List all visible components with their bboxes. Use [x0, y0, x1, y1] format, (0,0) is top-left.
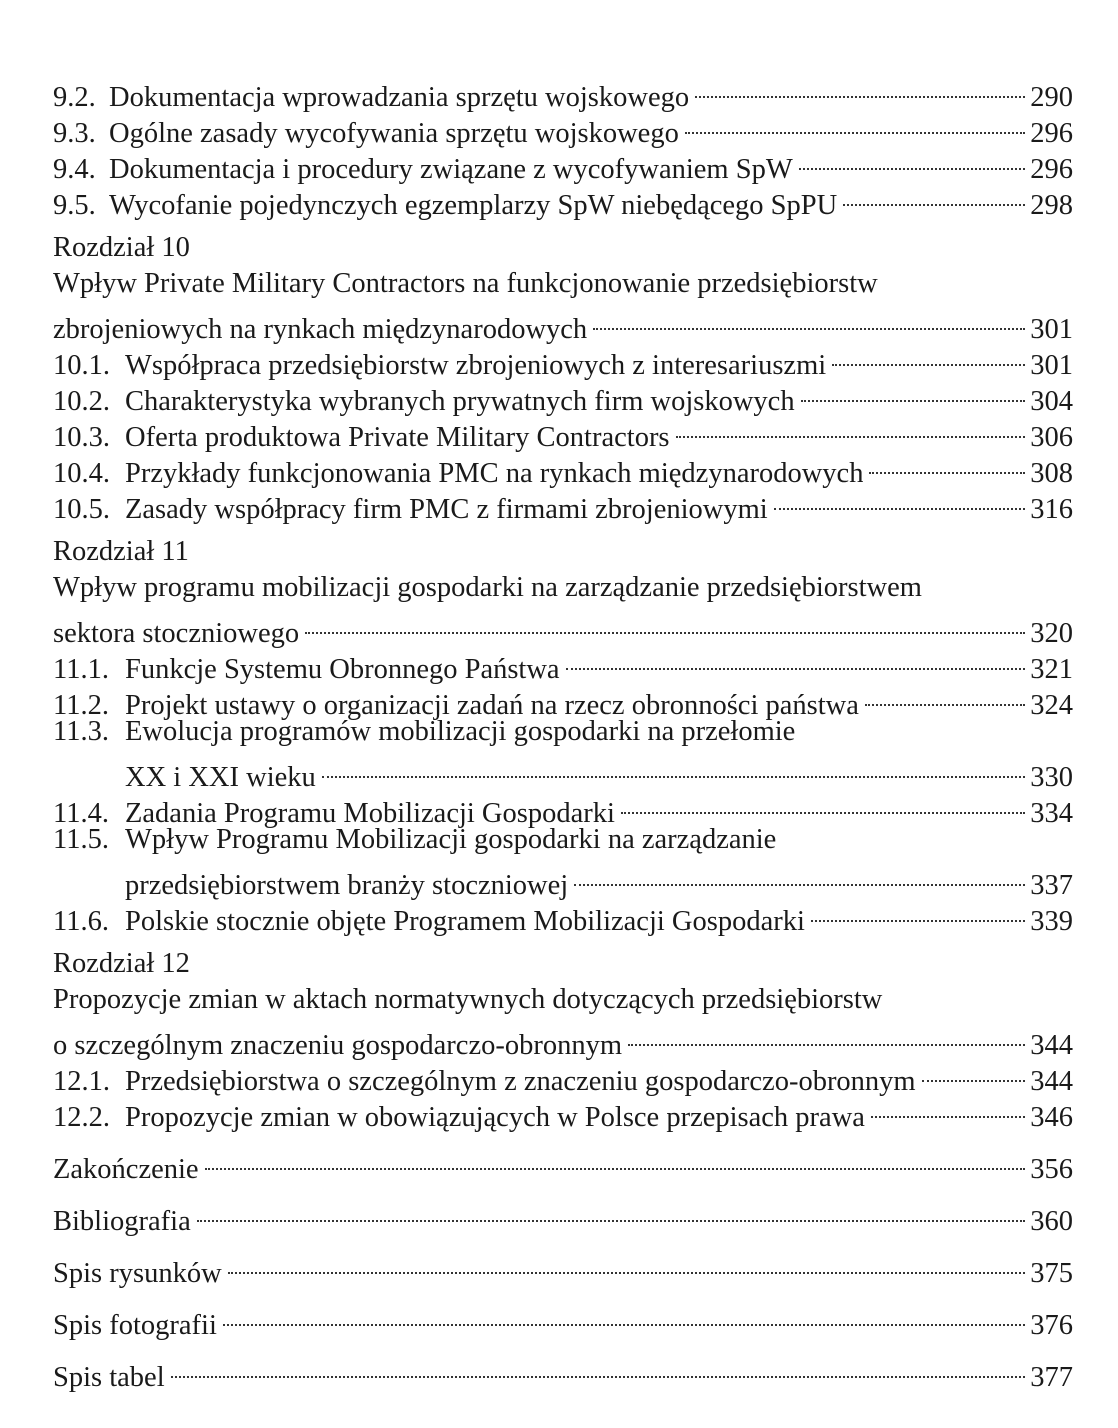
entry-number: 10.3. [53, 422, 110, 453]
chapter-title-continued: zbrojeniowych na rynkach międzynarodowych [53, 314, 588, 345]
entry-page: 298 [1030, 190, 1073, 221]
chapter-title[interactable]: Propozycje zmian w aktach normatywnych dotyczących przedsiębiorstw [53, 984, 883, 1015]
entry-number: 9.4. [53, 154, 96, 185]
entry-page: 306 [1030, 422, 1073, 453]
entry-number: 11.1. [53, 654, 109, 685]
dot-leader [695, 70, 1025, 106]
dot-leader [228, 1246, 1025, 1282]
entry-title: Wycofanie pojedynczych egzemplarzy SpW niebędącego SpPU [109, 190, 838, 221]
spacer [53, 1178, 1073, 1194]
entry-number: 10.1. [53, 350, 110, 381]
toc-entry-continued[interactable] [53, 750, 1073, 793]
chapter-title-entry[interactable] [53, 1018, 1073, 1061]
dot-leader [799, 142, 1025, 178]
dot-leader [628, 1018, 1025, 1054]
chapter-title-entry[interactable] [53, 606, 1073, 649]
chapter-title[interactable]: Wpływ Private Military Contractors na funkcjonowanie przedsiębiorstw [53, 268, 878, 299]
entry-number: 11.5. [53, 824, 109, 855]
entry-page: 321 [1030, 654, 1073, 685]
toc-entry-back-matter[interactable] [53, 1142, 1073, 1185]
entry-page: 346 [1030, 1102, 1073, 1133]
dot-leader [843, 178, 1025, 214]
chapter-title[interactable]: Wpływ programu mobilizacji gospodarki na zarządzanie przedsiębiorstwem [53, 572, 922, 603]
entry-title: Ewolucja programów mobilizacji gospodarki na przełomie [125, 716, 796, 747]
entry-title: Ogólne zasady wycofywania sprzętu wojskowego [109, 118, 679, 149]
entry-number: 10.2. [53, 386, 110, 417]
entry-page: 376 [1030, 1310, 1073, 1341]
entry-page: 301 [1030, 350, 1073, 381]
entry-title: Przykłady funkcjonowania PMC na rynkach międzynarodowych [125, 458, 864, 489]
entry-page: 316 [1030, 494, 1073, 525]
chapter-label: Rozdział 12 [53, 948, 190, 979]
dot-leader [574, 858, 1025, 894]
entry-title: Współpraca przedsiębiorstw zbrojeniowych z interesariuszmi [125, 350, 827, 381]
entry-page: 344 [1030, 1066, 1073, 1097]
entry-title: Funkcje Systemu Obronnego Państwa [125, 654, 560, 685]
entry-page: 356 [1030, 1154, 1073, 1185]
entry-page: 308 [1030, 458, 1073, 489]
toc-entry[interactable] [53, 714, 1073, 750]
dot-leader [305, 606, 1025, 642]
dot-leader [871, 1090, 1025, 1126]
dot-leader [774, 482, 1025, 518]
entry-number: 10.4. [53, 458, 110, 489]
dot-leader [676, 410, 1025, 446]
entry-page: 344 [1030, 1030, 1073, 1061]
entry-page: 337 [1030, 870, 1073, 901]
entry-number: 11.6. [53, 906, 109, 937]
dot-leader [869, 446, 1025, 482]
entry-number: 12.2. [53, 1102, 110, 1133]
toc-entry[interactable] [53, 822, 1073, 858]
entry-page: 304 [1030, 386, 1073, 417]
entry-title-continued: XX i XXI wieku [125, 762, 316, 793]
dot-leader [811, 894, 1025, 930]
table-of-contents [53, 70, 1073, 1393]
entry-title: Dokumentacja i procedury związane z wycofywaniem SpW [109, 154, 793, 185]
dot-leader [171, 1350, 1025, 1386]
entry-page: 330 [1030, 762, 1073, 793]
chapter-title-entry[interactable] [53, 302, 1073, 345]
entry-title: Dokumentacja wprowadzania sprzętu wojskowego [109, 82, 690, 113]
entry-page: 301 [1030, 314, 1073, 345]
entry-title: Propozycje zmian w obowiązujących w Polsce przepisach prawa [125, 1102, 865, 1133]
entry-page: 375 [1030, 1258, 1073, 1289]
entry-number: 10.5. [53, 494, 110, 525]
entry-number: 12.1. [53, 1066, 110, 1097]
entry-number: 11.4. [53, 798, 109, 829]
chapter-label: Rozdział 10 [53, 232, 190, 263]
entry-page: 296 [1030, 154, 1073, 185]
dot-leader [832, 338, 1025, 374]
entry-title: Projekt ustawy o organizacji zadań na rzecz obronności państwa [125, 690, 859, 721]
entry-title: Spis fotografii [53, 1310, 217, 1341]
entry-title: Przedsiębiorstwa o szczególnym z znaczeniu gospodarczo-obronnym [125, 1066, 916, 1097]
dot-leader [566, 642, 1025, 678]
dot-leader [922, 1054, 1025, 1090]
entry-number: 9.2. [53, 82, 96, 113]
entry-page: 290 [1030, 82, 1073, 113]
spacer [53, 1230, 1073, 1246]
dot-leader [205, 1142, 1025, 1178]
entry-page: 296 [1030, 118, 1073, 149]
entry-number: 9.3. [53, 118, 96, 149]
entry-title: Oferta produktowa Private Military Contractors [125, 422, 670, 453]
toc-entry-continued[interactable] [53, 858, 1073, 901]
entry-title: Zakończenie [53, 1154, 199, 1185]
entry-number: 9.5. [53, 190, 96, 221]
dot-leader [223, 1298, 1025, 1334]
entry-page: 339 [1030, 906, 1073, 937]
toc-entry-back-matter[interactable] [53, 1194, 1073, 1237]
dot-leader [621, 786, 1025, 822]
entry-title: Zasady współpracy firm PMC z firmami zbrojeniowymi [125, 494, 768, 525]
dot-leader [865, 678, 1025, 714]
entry-title: Zadania Programu Mobilizacji Gospodarki [125, 798, 615, 829]
entry-page: 360 [1030, 1206, 1073, 1237]
entry-title: Polskie stocznie objęte Programem Mobilizacji Gospodarki [125, 906, 805, 937]
entry-page: 320 [1030, 618, 1073, 649]
toc-entry[interactable] [53, 70, 1073, 113]
entry-title: Wpływ Programu Mobilizacji gospodarki na zarządzanie [125, 824, 777, 855]
entry-page: 324 [1030, 690, 1073, 721]
chapter-title-continued: o szczególnym znaczeniu gospodarczo-obronnym [53, 1030, 622, 1061]
entry-title: Bibliografia [53, 1206, 191, 1237]
dot-leader [801, 374, 1025, 410]
entry-number: 11.2. [53, 690, 109, 721]
dot-leader [685, 106, 1025, 142]
entry-page: 377 [1030, 1362, 1073, 1393]
entry-title: Spis rysunków [53, 1258, 222, 1289]
toc-entry-back-matter[interactable] [53, 1246, 1073, 1289]
entry-number: 11.3. [53, 716, 109, 747]
entry-title-continued: przedsiębiorstwem branży stoczniowej [125, 870, 569, 901]
dot-leader [322, 750, 1025, 786]
dot-leader [197, 1194, 1025, 1230]
chapter-label: Rozdział 11 [53, 536, 189, 567]
chapter-title-continued: sektora stoczniowego [53, 618, 300, 649]
entry-title: Spis tabel [53, 1362, 165, 1393]
entry-title: Charakterystyka wybranych prywatnych firm wojskowych [125, 386, 795, 417]
dot-leader [593, 302, 1025, 338]
entry-page: 334 [1030, 798, 1073, 829]
toc-entry-back-matter[interactable] [53, 1298, 1073, 1341]
toc-entry-back-matter[interactable] [53, 1350, 1073, 1393]
